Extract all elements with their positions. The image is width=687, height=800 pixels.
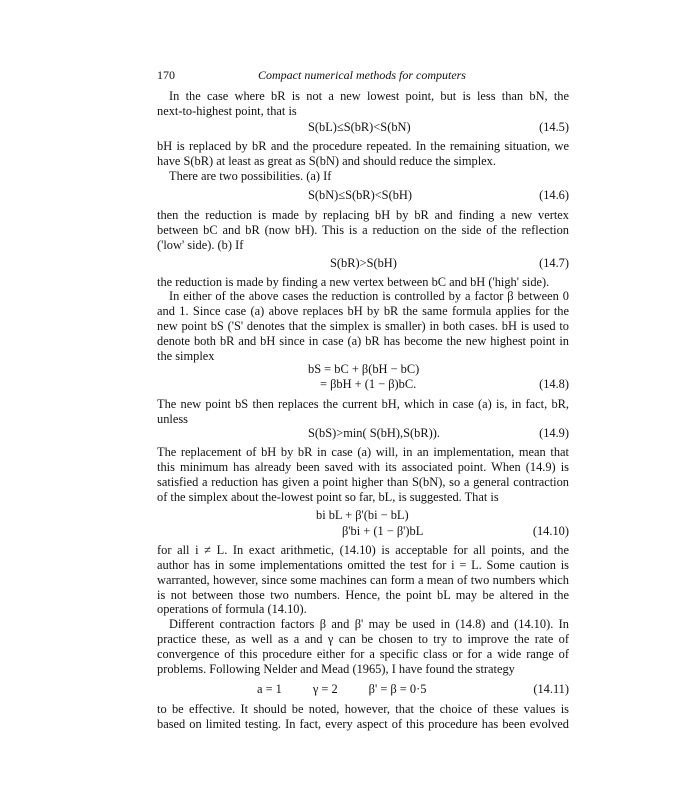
equation-number: (14.6) <box>539 188 569 202</box>
text-line: practice these, as well as a and γ can be chosen to try to improve the rate of <box>157 632 569 646</box>
text-line: this minimum has already been saved with its associated point. When (14.9) is <box>157 460 569 474</box>
text-line: then the reduction is made by replacing bH by bR and finding a new vertex <box>157 208 569 222</box>
text-line: unless <box>157 412 188 426</box>
running-title: Compact numerical methods for computers <box>258 68 466 82</box>
equation-14-9: S(bS)>min( S(bH),S(bR)). <box>308 426 440 440</box>
text-line: ('low' side). (b) If <box>157 238 244 252</box>
text-line: for all i ≠ L. In exact arithmetic, (14.10) is acceptable for all points, and the <box>157 543 569 557</box>
text-line: to be effective. It should be noted, however, that the choice of these values is <box>157 702 569 716</box>
equation-14-11: a = 1 γ = 2 β' = β = 0·5 <box>257 682 427 696</box>
text-line: have S(bR) at least as great as S(bN) and should reduce the simplex. <box>157 154 496 168</box>
equation-number: (14.5) <box>539 120 569 134</box>
text-line: problems. Following Nelder and Mead (1965), I have found the strategy <box>157 662 515 676</box>
equation-number: (14.9) <box>539 426 569 440</box>
text-line: the simplex <box>157 349 215 363</box>
equation-14-5: S(bL)≤S(bR)<S(bN) <box>308 120 411 134</box>
equation-14-10-line2: β'bi + (1 − β')bL <box>342 524 424 538</box>
equation-14-8-line2: = βbH + (1 − β)bC. <box>320 377 417 391</box>
text-line: between bC and bR (now bH). This is a reduction on the side of the reflection <box>157 223 569 237</box>
page-number: 170 <box>157 68 175 82</box>
text-line: is not between those two numbers. Hence, the point bL may be altered in the <box>157 588 569 602</box>
text-line: bH is replaced by bR and the procedure repeated. In the remaining situation, we <box>157 139 569 153</box>
text-line: and 1. Since case (a) above replaces bH by bR the same formula applies for the <box>157 304 569 318</box>
equation-14-8-line1: bS = bC + β(bH − bC) <box>308 362 420 376</box>
equation-14-6: S(bN)≤S(bR)<S(bH) <box>308 188 412 202</box>
text-line: In the case where bR is not a new lowest point, but is less than bN, the <box>169 89 569 103</box>
text-line: of the simplex about the-lowest point so far, bL, is suggested. That is <box>157 490 499 504</box>
text-line: denote both bR and bH since in case (a) bR has become the new highest point in <box>157 334 569 348</box>
equation-number: (14.11) <box>533 682 569 696</box>
text-line: author has in some implementations omitted the test for i = L. Some caution is <box>157 558 569 572</box>
text-line: Different contraction factors β and β' may be used in (14.8) and (14.10). In <box>169 617 569 631</box>
text-line: warranted, however, since some machines can form a mean of two numbers which <box>157 573 569 587</box>
text-line: There are two possibilities. (a) If <box>169 169 332 183</box>
equation-14-10-line1: bi bL + β'(bi − bL) <box>316 508 409 522</box>
equation-number: (14.7) <box>539 256 569 270</box>
text-line: convergence of this procedure either for a specific class or for a wide range of <box>157 647 569 661</box>
text-line: new point bS ('S' denotes that the simplex is smaller) in both cases. bH is used to <box>157 319 569 333</box>
text-line: The replacement of bH by bR in case (a) will, in an implementation, mean that <box>157 445 569 459</box>
text-line: The new point bS then replaces the current bH, which in case (a) is, in fact, bR, <box>157 397 569 411</box>
equation-14-7: S(bR)>S(bH) <box>330 256 397 270</box>
equation-number: (14.8) <box>539 377 569 391</box>
text-line: based on limited testing. In fact, every aspect of this procedure has been evolved <box>157 717 569 731</box>
text-line: In either of the above cases the reduction is controlled by a factor β between 0 <box>169 289 569 303</box>
text-line: operations of formula (14.10). <box>157 602 307 616</box>
text-line: satisfied a reduction has given a point higher than S(bN), so a general contraction <box>157 475 569 489</box>
equation-number: (14.10) <box>532 524 569 538</box>
text-line: the reduction is made by finding a new vertex between bC and bH ('high' side). <box>157 275 550 289</box>
text-line: next-to-highest point, that is <box>157 104 297 118</box>
